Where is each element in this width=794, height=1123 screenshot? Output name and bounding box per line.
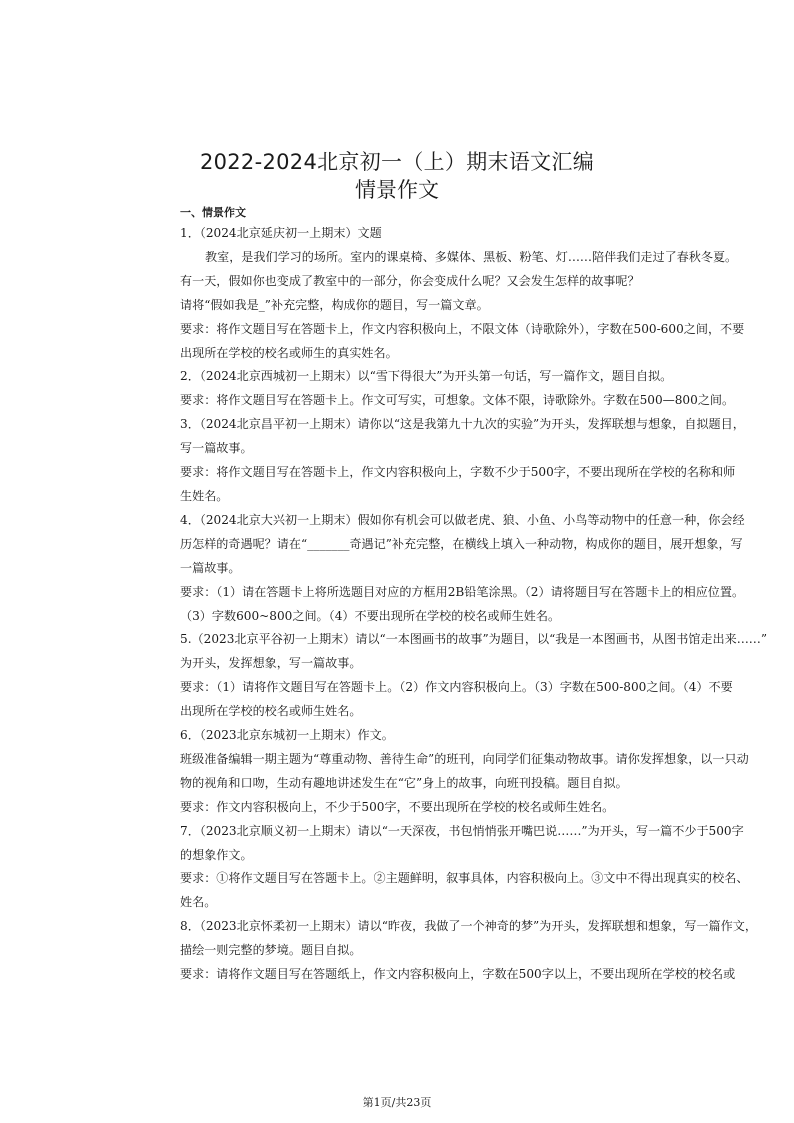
document-body [180, 205, 780, 987]
text-line: 生姓名。 [180, 488, 229, 503]
text-line: 要求：将作文题目写在答题卡上。作文可写实，可想象。文体不限，诗歌除外。字数在500—800之间。 [180, 393, 735, 408]
text-line: 2．（2024北京西城初一上期末）以“雪下得很大”为开头第一句话，写一篇作文，题目自拟。 [180, 369, 673, 384]
text-line: 一篇故事。 [180, 560, 241, 575]
text-line: 班级准备编辑一期主题为“尊重动物、善待生命”的班刊，向同学们征集动物故事。请你发挥想象，以一只动 [180, 751, 749, 766]
text-line: （3）字数600~800之间。（4）不要出现所在学校的校名或师生姓名。 [180, 608, 561, 623]
text-line: 6．（2023北京东城初一上期末）作文。 [180, 728, 394, 743]
text-line: 有一天，假如你也变成了教室中的一部分，你会变成什么呢？又会发生怎样的故事呢？ [180, 273, 640, 288]
text-line: 3．（2024北京昌平初一上期末）请你以“这是我第九十九次的实验”为开头，发挥联想与想象，自拟题目， [180, 417, 745, 432]
text-line: 5.（2023北京平谷初一上期末）请以“一本图画书的故事”为题目，以“我是一本图画书，从图书馆走出来……” [180, 632, 768, 647]
page-footer: 第1页/共23页 [362, 1096, 432, 1109]
text-line: 请将“假如我是_”补充完整，构成你的题目，写一篇文章。 [180, 297, 489, 312]
text-line: 历怎样的奇遇呢？请在“_______奇遇记”补充完整，在横线上填入一种动物，构成你的题目，展开想象，写 [180, 536, 743, 551]
text-line: 要求：将作文题目写在答题卡上，作文内容积极向上，不限文体（诗歌除外），字数在500-600之间，不要 [180, 321, 745, 336]
text-line: 要求：作文内容积极向上，不少于500字，不要出现所在学校的校名或师生姓名。 [180, 799, 615, 814]
text-line: 7．（2023北京顺义初一上期末）请以“一天深夜，书包悄悄张开嘴巴说……”为开头，写一篇不少于500字 [180, 823, 744, 838]
document-title: 2022-2024北京初一（上）期末语文汇编 [199, 150, 595, 174]
section-heading: 一、情景作文 [180, 206, 246, 219]
text-line: 物的视角和口吻，生动有趣地讲述发生在“它”身上的故事，向班刊投稿。题目自拟。 [180, 775, 628, 790]
title-block [0, 148, 794, 204]
text-line: 写一篇故事。 [180, 441, 253, 456]
text-line: 8．（2023北京怀柔初一上期末）请以“昨夜，我做了一个神奇的梦”为开头，发挥联想和想象，写一篇作文， [180, 919, 757, 934]
text-line: 为开头，发挥想象，写一篇故事。 [180, 656, 362, 671]
text-line: 4．（2024北京大兴初一上期末）假如你有机会可以做老虎、狼、小鱼、小鸟等动物中的任意一种，你会经 [180, 512, 745, 527]
text-line: 出现所在学校的校名或师生姓名。 [180, 704, 362, 719]
text-line: 要求：（1）请在答题卡上将所选题目对应的方框用2B铅笔涂黑。（2）请将题目写在答题卡上的相应位置。 [180, 584, 745, 599]
document-subtitle: 情景作文 [355, 178, 439, 202]
text-line: 要求：（1）请将作文题目写在答题卡上。（2）作文内容积极向上。（3）字数在500-800之间。（4）不要 [180, 680, 733, 695]
text-line: 要求：①将作文题目写在答题卡上。②主题鲜明，叙事具体，内容积极向上。③文中不得出现真实的校名、 [180, 871, 749, 886]
text-line: 的想象作文。 [180, 847, 253, 862]
text-line: 描绘一则完整的梦境。题目自拟。 [180, 943, 362, 958]
text-line: 出现所在学校的校名或师生的真实姓名。 [180, 345, 398, 360]
text-line: 姓名。 [180, 895, 217, 910]
body-lines [180, 222, 780, 987]
text-line: 教室，是我们学习的场所。室内的课桌椅、多媒体、黑板、粉笔、灯……陪伴我们走过了春秋冬夏。 [205, 249, 738, 264]
text-line: 1．（2024北京延庆初一上期末）文题 [180, 226, 382, 240]
text-line: 要求：请将作文题目写在答题纸上，作文内容积极向上，字数在500字以上，不要出现所在学校的校名或 [180, 967, 736, 982]
text-line: 要求：将作文题目写在答题卡上，作文内容积极向上，字数不少于500字，不要出现所在学校的名称和师 [180, 465, 736, 480]
